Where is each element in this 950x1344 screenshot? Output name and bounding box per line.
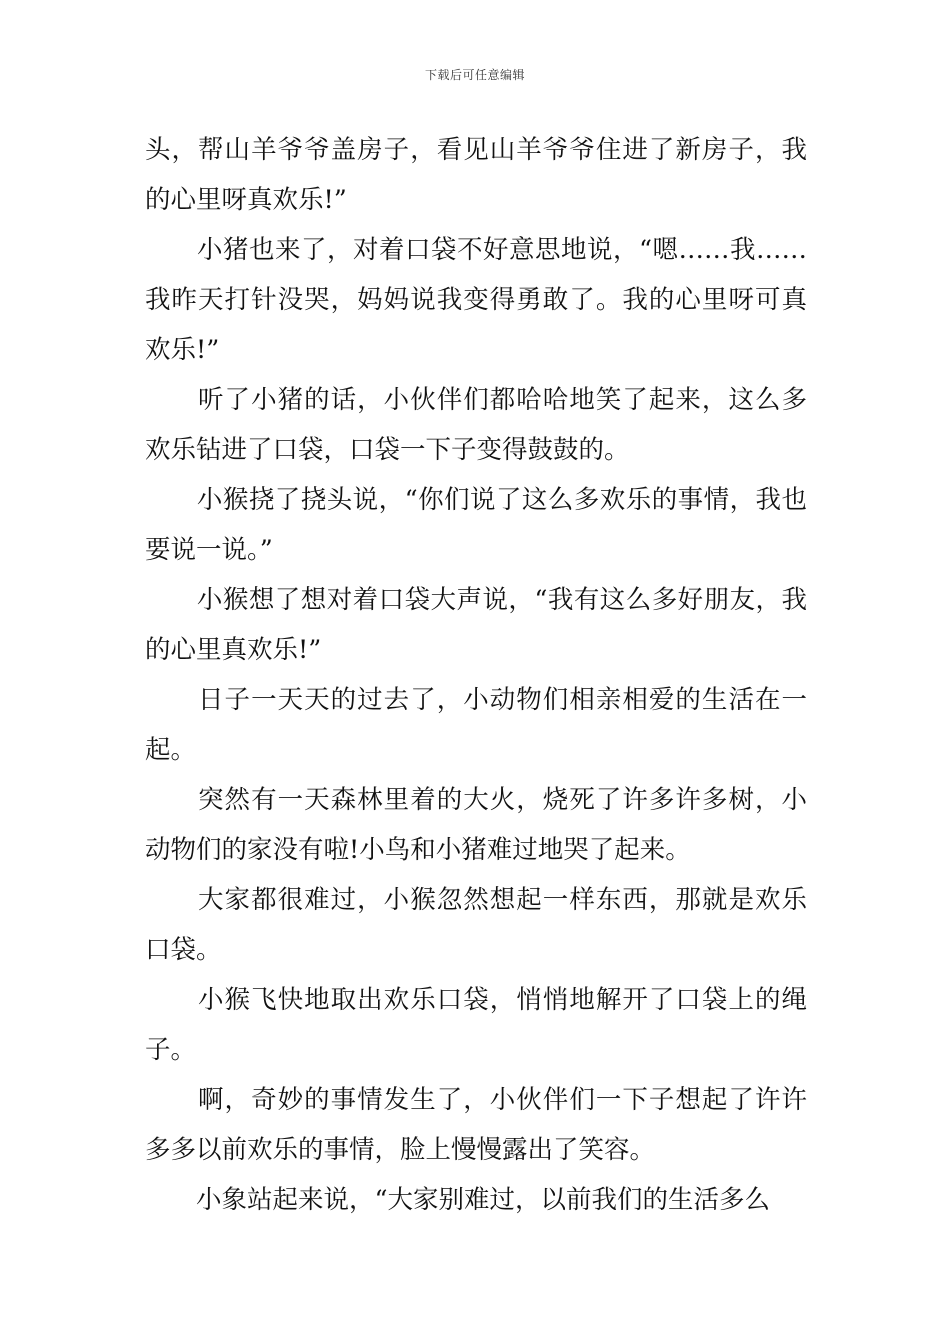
paragraph: 啊，奇妙的事情发生了，小伙伴们一下子想起了许许多多以前欢乐的事情，脸上慢慢露出了笑容。 <box>145 1085 807 1165</box>
paragraph: 突然有一天森林里着的大火，烧死了许多许多树，小动物们的家没有啦!小鸟和小猪难过地哭了起来。 <box>145 785 807 865</box>
paragraph: 大家都很难过，小猴忽然想起一样东西，那就是欢乐口袋。 <box>145 885 807 965</box>
paragraph: 小猴想了想对着口袋大声说，“我有这么多好朋友，我的心里真欢乐!” <box>145 585 807 665</box>
page-header: 下载后可任意编辑 <box>424 68 525 82</box>
paragraph: 日子一天天的过去了，小动物们相亲相爱的生活在一起。 <box>145 685 807 765</box>
document-body <box>145 125 807 1225</box>
paragraph: 小猴飞快地取出欢乐口袋，悄悄地解开了口袋上的绳子。 <box>145 985 807 1065</box>
paragraph: 听了小猪的话，小伙伴们都哈哈地笑了起来，这么多欢乐钻进了口袋，口袋一下子变得鼓鼓的。 <box>145 385 807 465</box>
paragraph: 小猪也来了，对着口袋不好意思地说，“嗯……我……我昨天打针没哭，妈妈说我变得勇敢了。我的心里呀可真欢乐!” <box>145 235 807 365</box>
paragraph: 头，帮山羊爷爷盖房子，看见山羊爷爷住进了新房子，我的心里呀真欢乐!” <box>145 135 807 215</box>
paragraph: 小象站起来说，“大家别难过，以前我们的生活多么 <box>145 1185 771 1215</box>
paragraph: 小猴挠了挠头说，“你们说了这么多欢乐的事情，我也要说一说。” <box>145 485 807 565</box>
